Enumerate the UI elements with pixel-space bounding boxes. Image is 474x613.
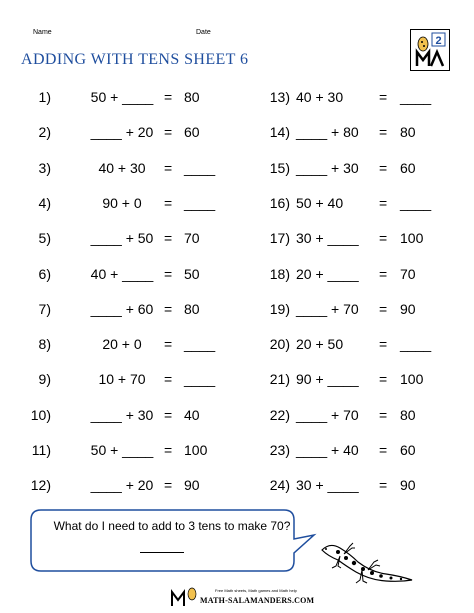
question-answer: 90 (184, 477, 200, 493)
equals-sign: = (164, 160, 173, 176)
equals-sign: = (379, 336, 388, 352)
page-title: ADDING WITH TENS SHEET 6 (21, 51, 249, 68)
question-expression: 50 + ____ (90, 89, 154, 105)
name-label: Name (33, 29, 52, 36)
equals-sign: = (164, 407, 173, 423)
question-expression: 20 + 50 (296, 336, 344, 352)
question-number: 7) (38, 301, 51, 317)
equals-sign: = (379, 124, 388, 140)
equals-sign: = (164, 477, 173, 493)
question-number: 23) (269, 442, 290, 458)
question-answer: ____ (400, 195, 432, 211)
question-number: 3) (38, 160, 51, 176)
bonus-answer-blank[interactable] (140, 538, 184, 553)
question-answer: 80 (400, 407, 416, 423)
question-answer: ____ (184, 336, 216, 352)
question-answer: ____ (400, 89, 432, 105)
question-number: 10) (30, 407, 51, 423)
equals-sign: = (379, 266, 388, 282)
equals-sign: = (164, 336, 173, 352)
question-expression: 30 + ____ (296, 477, 359, 493)
equals-sign: = (164, 124, 173, 140)
footer-logo-icon (170, 584, 198, 613)
question-answer: 60 (400, 442, 416, 458)
question-answer: 80 (184, 89, 200, 105)
question-expression: ____ + 70 (296, 407, 359, 423)
question-expression: ____ + 60 (90, 301, 154, 317)
math-salamanders-logo-icon (410, 29, 450, 71)
question-number: 6) (38, 266, 51, 282)
equals-sign: = (164, 266, 173, 282)
equals-sign: = (164, 301, 173, 317)
question-answer: 100 (400, 371, 424, 387)
question-answer: 90 (400, 477, 416, 493)
equals-sign: = (379, 195, 388, 211)
question-expression: ____ + 40 (296, 442, 359, 458)
equals-sign: = (379, 477, 388, 493)
question-answer: 60 (400, 160, 416, 176)
question-number: 2) (38, 124, 51, 140)
question-number: 4) (38, 195, 51, 211)
question-expression: 40 + 30 (98, 160, 146, 176)
question-answer: ____ (184, 195, 216, 211)
equals-sign: = (379, 160, 388, 176)
equals-sign: = (164, 442, 173, 458)
equals-sign: = (379, 301, 388, 317)
question-answer: 50 (184, 266, 200, 282)
question-number: 17) (269, 230, 290, 246)
question-number: 1) (38, 89, 51, 105)
question-number: 15) (269, 160, 290, 176)
question-answer: 70 (400, 266, 416, 282)
question-number: 22) (269, 407, 290, 423)
question-expression: ____ + 20 (90, 124, 154, 140)
question-expression: 50 + 40 (296, 195, 344, 211)
equals-sign: = (164, 230, 173, 246)
lizard-illustration-icon (316, 540, 416, 595)
equals-sign: = (164, 195, 173, 211)
question-number: 11) (31, 442, 51, 458)
question-expression: 50 + ____ (90, 442, 154, 458)
equals-sign: = (164, 371, 173, 387)
question-number: 18) (269, 266, 290, 282)
question-number: 5) (38, 230, 51, 246)
question-answer: 60 (184, 124, 200, 140)
question-number: 9) (38, 371, 51, 387)
equals-sign: = (379, 442, 388, 458)
question-expression: 20 + 0 (102, 336, 142, 352)
question-answer: 90 (400, 301, 416, 317)
question-expression: 90 + ____ (296, 371, 359, 387)
footer-tagline: Free Math sheets, Math games and Math help (215, 588, 297, 593)
question-number: 13) (269, 89, 290, 105)
equals-sign: = (379, 371, 388, 387)
question-answer: 80 (184, 301, 200, 317)
question-number: 19) (269, 301, 290, 317)
logo-grade: 2 (435, 35, 442, 47)
question-number: 14) (269, 124, 290, 140)
question-answer: 100 (184, 442, 208, 458)
question-expression: ____ + 20 (90, 477, 154, 493)
question-expression: ____ + 50 (90, 230, 154, 246)
equals-sign: = (164, 89, 173, 105)
question-number: 21) (269, 371, 290, 387)
bonus-question: What do I need to add to 3 tens to make 70? (53, 519, 291, 533)
question-number: 20) (269, 336, 290, 352)
question-number: 12) (30, 477, 51, 493)
question-number: 8) (38, 336, 51, 352)
question-number: 24) (269, 477, 290, 493)
equals-sign: = (379, 89, 388, 105)
question-answer: ____ (184, 371, 216, 387)
equals-sign: = (379, 230, 388, 246)
question-expression: 30 + ____ (296, 230, 359, 246)
question-expression: 20 + ____ (296, 266, 359, 282)
question-answer: 40 (184, 407, 200, 423)
question-expression: ____ + 30 (296, 160, 359, 176)
question-answer: 100 (400, 230, 424, 246)
question-answer: ____ (400, 336, 432, 352)
question-expression: ____ + 70 (296, 301, 359, 317)
footer-brand: MATH-SALAMANDERS.COM (200, 596, 315, 605)
question-expression: ____ + 30 (90, 407, 154, 423)
date-label: Date (196, 29, 211, 36)
equals-sign: = (379, 407, 388, 423)
question-number: 16) (269, 195, 290, 211)
question-expression: ____ + 80 (296, 124, 359, 140)
question-expression: 40 + ____ (90, 266, 154, 282)
question-answer: ____ (184, 160, 216, 176)
question-expression: 40 + 30 (296, 89, 344, 105)
question-expression: 90 + 0 (102, 195, 142, 211)
question-answer: 80 (400, 124, 416, 140)
question-expression: 10 + 70 (98, 371, 146, 387)
question-answer: 70 (184, 230, 200, 246)
